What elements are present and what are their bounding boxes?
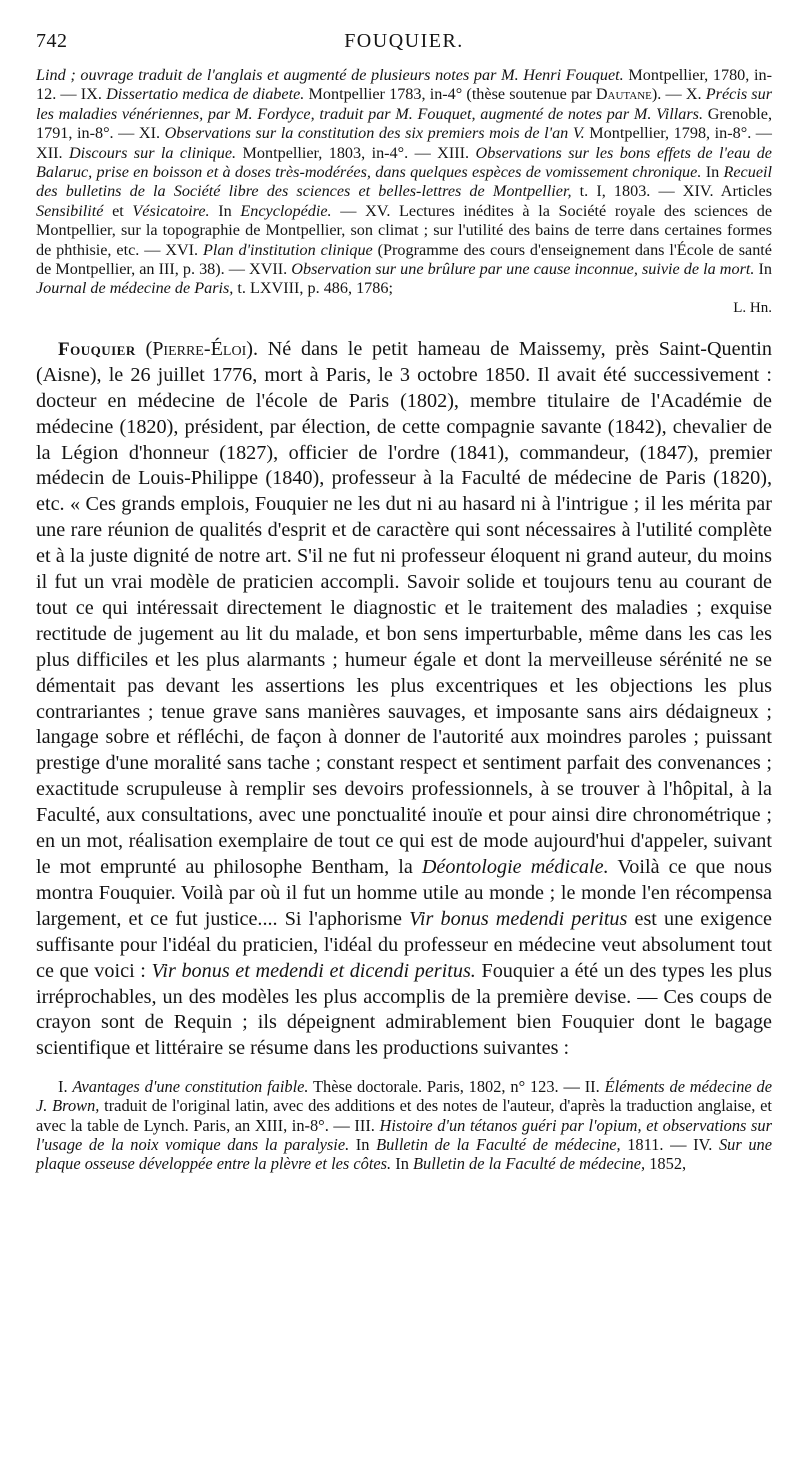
text-span: Histoire d'un tétanos guéri par l'opium, et observations sur l'usage de la noix vomique dans la paralysie. — [36, 1115, 772, 1154]
text-span: In — [701, 163, 724, 182]
text-span: ). — X. — [651, 85, 706, 104]
text-span: Observations sur la constitution des six premiers mois de l'an V. — [164, 124, 585, 143]
text-span: Sur une plaque osseuse développée entre la plèvre et les côtes. — [36, 1134, 772, 1174]
author-signature: L. Hn. — [733, 299, 772, 316]
text-span: Encyclopédie. — [240, 201, 332, 220]
text-span: traduit de l'original latin, avec des additions et des notes de l'auteur, d'après la traduction anglaise, et avec la table de Lynch. Paris, an XIII, in-8°. — III. — [36, 1096, 772, 1135]
text-span: ( — [135, 337, 153, 360]
previous-entry-bibliography — [36, 66, 772, 299]
text-span: est une exigence suffisante pour l'idéal du praticien, l'idéal du professeur en médecine veut absolument tout ce que voici : — [36, 907, 772, 982]
text-span: Dissertatio medica de diabete. — [106, 85, 305, 104]
text-span: Plan d'institution clinique — [203, 240, 373, 259]
text-span: Précis sur les maladies vénériennes, par M. Fordyce, traduit par M. Fouquet, augmenté de notes par M. Villars. — [36, 85, 772, 123]
text-span: Montpellier 1783, in-4° (thèse soutenue par — [304, 85, 596, 104]
text-span: t. I, 1803. — XIV. Articles — [571, 182, 772, 201]
text-span: Observations sur les bons effets de l'eau de Balaruc, prise en boisson et à doses très-modérées, dans quelques espèces de vomissement chronique. — [36, 143, 772, 182]
entry-body — [36, 337, 772, 1062]
text-span: Vir bonus et medendi et dicendi peritus. — [151, 959, 476, 982]
text-span: Thèse doctorale. Paris, 1802, n° 123. — II. — [308, 1077, 605, 1097]
text-span: In — [349, 1134, 377, 1154]
text-span: Éléments de médecine de J. Brown, — [36, 1077, 773, 1116]
text-span: Grenoble, 1791, in-8°. — XI. — [36, 104, 773, 143]
text-span: Bulletin de la Faculté de médecine, — [413, 1154, 646, 1174]
entry-bibliography — [36, 1077, 772, 1173]
text-span: (Programme des cours d'enseignement dans l'École de santé de Montpellier, an III, p. 38). — XVII. — [36, 240, 772, 279]
text-span: Lind ; ouvrage traduit de l'anglais et augmenté de plusieurs notes par M. Henri Fouquet. — [36, 66, 624, 84]
defendant-name: Dautane — [595, 85, 652, 104]
text-span: Fouquier a été un des types les plus irréprochables, un des modèles les plus accomplis de la première devise. — Ces coups de crayon sont de Requin ; ils dépeignent admirablement bien Fouquier dont le bagage scientifique et littéraire se résume dans les productions suivantes : — [36, 959, 772, 1060]
text-span: Vir bonus medendi peritus — [409, 907, 628, 930]
text-span: Journal de médecine de Paris, — [36, 279, 234, 298]
text-span: 1811. — IV. — [620, 1134, 719, 1154]
text-span: Vésicatoire. — [132, 201, 210, 220]
text-span: In — [391, 1154, 414, 1174]
text-span: — XV. Lectures inédites à la Société royale des sciences de Montpellier, sur la topographie de Montpellier, son climat ; sur l'utilité des bains de terre dans certaines formes de phthisie, etc. — XVI. — [36, 201, 773, 259]
text-span: Déontologie médicale. — [421, 856, 609, 878]
text-span: Avantages d'une constitution faible. — [72, 1077, 309, 1097]
text-span: Montpellier, 1798, in-8°. — XII. — [36, 124, 772, 162]
running-head — [36, 30, 772, 60]
text-span: Observation sur une brûlure par une cause inconnue, suivie de la mort. — [291, 260, 755, 279]
text-span: 1852, — [645, 1154, 687, 1174]
entry-given-names: Pierre-Éloi — [152, 337, 247, 360]
text-span: In — [209, 201, 241, 220]
text-span: I. — [58, 1077, 73, 1097]
text-span: Bulletin de la Faculté de médecine, — [376, 1134, 621, 1154]
text-span: Sensibilité — [36, 201, 104, 220]
text-span: Montpellier, 1803, in-4°. — XIII. — [236, 143, 476, 162]
text-span: Discours sur la clinique. — [68, 143, 237, 162]
text-span: Recueil des bulletins de la Société libre des sciences et belles-lettres de Montpellier, — [36, 163, 773, 201]
running-title: FOUQUIER. — [344, 30, 464, 52]
text-span: t. LXVIII, p. 486, 1786; — [233, 279, 393, 298]
entry-headword: Fouquier — [58, 338, 136, 360]
text-span: ). Né dans le petit hameau de Maissemy, près Saint-Quentin (Aisne), le 26 juillet 1776, mort à Paris, le 3 octobre 1850. Il avait été successivement : docteur en médecine de l'école de Paris (1802), membre titulaire de l'Académie de médecine (1820), président, par élection, de cette compagnie savante (1842), chevalier de la Légion d'honneur (1827), officier de l'ordre (1841), commandeur, (1847), premier médecin de Louis-Philippe (1840), professeur à la Faculté de médecine de Paris (1820), etc. « Ces grands emplois, Fouquier ne les dut ni au hasard ni à l'intrigue ; il les mérita par une rare réunion de qualités d'esprit et de caractère qui sont nécessaires à l'utilité complète et à la juste dignité de notre art. S'il ne fut ni professeur éloquent ni grand auteur, du moins il fut un vrai modèle de praticien accompli. Savoir solide et toujours tenu au courant de tout ce qui intéressait directement le diagnostic et le traitement des maladies ; exquise rectitude de jugement au lit du malade, et bon sens imperturbable, même dans les cas les plus difficiles et les plus alarmants ; humeur égale et dont la merveilleuse sérénité ne se démentait pas devant les assertions les plus excentriques et les objections les plus contrariantes ; tenue grave sans manières sauvages, et imposante sans airs dédaigneux ; langage sobre et réfléchi, de façon à donner de l'autorité aux moindres paroles ; puissant prestige d'une moralité sans tache ; constant respect et sentiment parfait des convenances ; exactitude scrupuleuse à remplir ses devoirs professionnels, à se trouver à l'hôpital, à la Faculté, aux consultations, avec une ponctualité inouïe et pour ainsi dire chronométrique ; en un mot, réalisation exemplaire de tout ce qui est de mode aujourd'hui d'appeler, suivant le mot emprunté au philosophe Bentham, la — [36, 337, 772, 878]
text-span: In — [754, 260, 772, 279]
text-span: et — [103, 201, 133, 220]
page-number: 742 — [36, 30, 68, 52]
text-span: Voilà ce que nous montra Fouquier. Voilà par où il fut un homme utile au monde ; le monde l'en récompensa largement, et ce fut justice.... Si l'aphorisme — [36, 856, 772, 930]
text-span: Montpellier, 1780, in-12. — IX. — [36, 66, 772, 104]
